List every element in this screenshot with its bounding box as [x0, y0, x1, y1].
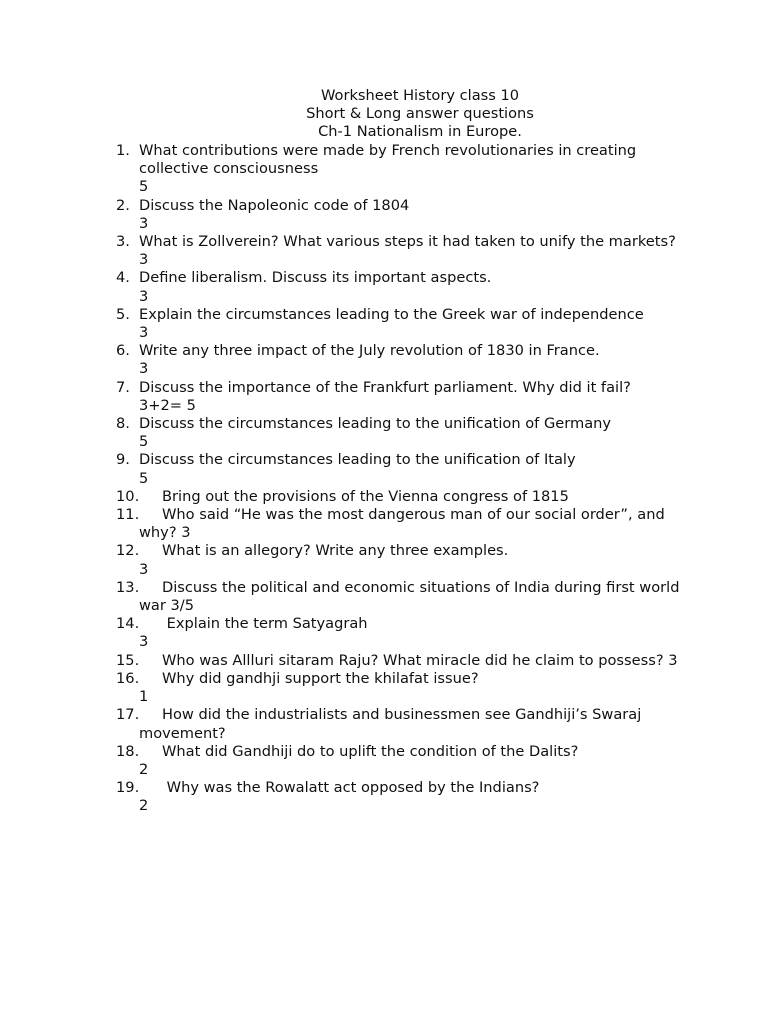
question-item — [116, 506, 686, 542]
question-text: Define liberalism. Discuss its important aspects. — [139, 269, 492, 287]
question-text: What did Gandhiji do to uplift the condition of the Dalits? — [162, 742, 579, 760]
question-text: Explain the term Satyagrah — [162, 615, 368, 633]
question-text: How did the industrialists and businessmen see Gandhiji’s Swaraj movement? — [139, 706, 642, 742]
question-marks: 5 — [139, 433, 149, 451]
question-item — [116, 779, 686, 815]
question-item — [116, 451, 686, 487]
question-list — [116, 142, 686, 816]
question-number: 10. — [116, 487, 140, 505]
question-text-wrapper — [139, 615, 686, 633]
chapter-title: Ch-1 Nationalism in Europe. — [318, 123, 522, 141]
question-text: What is Zollverein? What various steps it had taken to unify the markets? 3 — [139, 233, 676, 269]
question-text-wrapper — [139, 542, 686, 560]
question-text: Why did gandhji support the khilafat issue? — [162, 669, 479, 687]
question-item — [116, 670, 686, 706]
question-text-wrapper — [139, 706, 686, 742]
question-item — [116, 415, 686, 451]
question-number: 3. — [116, 233, 130, 251]
question-number: 17. — [116, 706, 140, 724]
question-marks: 3 — [139, 560, 149, 578]
question-text-wrapper — [139, 670, 686, 688]
question-item — [116, 197, 686, 233]
question-number: 4. — [116, 269, 130, 287]
question-number: 13. — [116, 578, 140, 596]
question-text: Discuss the Napoleonic code of 1804 — [139, 196, 410, 214]
question-item — [116, 743, 686, 779]
question-marks: 1 — [139, 688, 149, 706]
question-number: 6. — [116, 342, 130, 360]
question-number: 5. — [116, 305, 130, 323]
question-item — [116, 142, 686, 197]
question-item — [116, 269, 686, 305]
question-text: Who said “He was the most dangerous man of our social order”, and why? 3 — [139, 506, 665, 542]
question-number: 8. — [116, 415, 130, 433]
question-item — [116, 306, 686, 342]
question-number: 7. — [116, 378, 130, 396]
question-text: Who was Allluri sitaram Raju? What miracle did he claim to possess? 3 — [162, 651, 678, 669]
question-text: Write any three impact of the July revolution of 1830 in France. — [139, 342, 600, 360]
question-marks: 3 — [139, 214, 149, 232]
question-item — [116, 233, 686, 269]
question-text: What is an allegory? Write any three examples. — [162, 542, 509, 560]
question-number: 19. — [116, 779, 140, 797]
question-text: Discuss the importance of the Frankfurt parliament. Why did it fail? — [139, 378, 631, 396]
question-text-wrapper — [139, 506, 686, 542]
question-text-wrapper — [139, 743, 686, 761]
question-item — [116, 342, 686, 378]
question-text: Discuss the circumstances leading to the unification of Italy — [139, 451, 576, 469]
question-marks: 5 — [139, 469, 149, 487]
question-marks: 3 — [139, 287, 149, 305]
question-marks: 2 — [139, 760, 149, 778]
question-text-wrapper — [139, 488, 686, 506]
question-item — [116, 488, 686, 506]
question-item — [116, 542, 686, 578]
question-number: 11. — [116, 506, 140, 524]
question-text-wrapper — [139, 579, 686, 615]
question-number: 18. — [116, 742, 140, 760]
question-number: 9. — [116, 451, 130, 469]
worksheet-subtitle: Short & Long answer questions — [306, 105, 534, 123]
question-text-wrapper — [139, 779, 686, 797]
worksheet-header — [0, 87, 768, 142]
question-marks: 3 — [139, 633, 149, 651]
worksheet-title: Worksheet History class 10 — [320, 87, 520, 104]
question-number: 14. — [116, 615, 140, 633]
question-text: Discuss the political and economic situations of India during first world war 3/5 — [139, 578, 680, 615]
question-marks: 3 — [139, 324, 149, 342]
question-number: 16. — [116, 669, 140, 687]
question-text: Explain the circumstances leading to the Greek war of independence — [139, 305, 644, 323]
question-text-wrapper — [139, 652, 686, 670]
question-marks: 2 — [139, 797, 149, 815]
question-number: 2. — [116, 196, 130, 214]
question-text: What contributions were made by French revolutionaries in creating collective consciousness — [139, 142, 637, 178]
question-item — [116, 379, 686, 415]
question-number: 15. — [116, 651, 140, 669]
question-number: 1. — [116, 142, 130, 159]
question-text: Discuss the circumstances leading to the unification of Germany — [139, 415, 612, 433]
question-item — [116, 615, 686, 651]
question-item — [116, 706, 686, 742]
question-text: Why was the Rowalatt act opposed by the Indians? — [162, 779, 540, 797]
question-item — [116, 652, 686, 670]
question-marks: 5 — [139, 178, 149, 196]
question-number: 12. — [116, 542, 140, 560]
question-marks: 3 — [139, 360, 149, 378]
question-item — [116, 579, 686, 615]
question-text: Bring out the provisions of the Vienna congress of 1815 — [162, 487, 569, 505]
question-marks: 3+2= 5 — [139, 396, 196, 414]
